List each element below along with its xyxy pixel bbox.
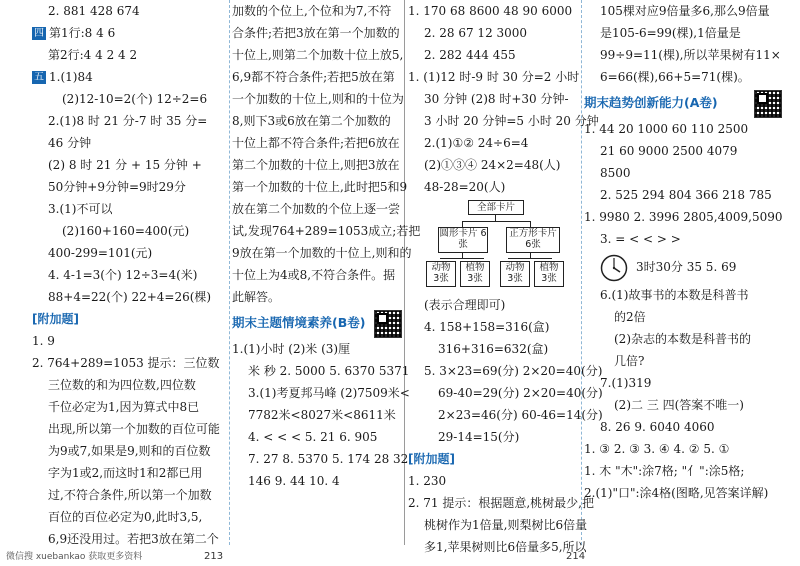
answer-line: 2. 71 提示：根据题意,桃树最少,把 (408, 496, 594, 510)
answer-line: 第2行:4 4 2 4 2 (48, 48, 138, 62)
answer-line: 2.(1)"口":涂4格(图略,见答案详解) (584, 486, 769, 500)
answer-line: 2×23=46(分) 60-46=14(分) (438, 408, 603, 422)
answer-line: 为9或7,如果是9,则和的百位数 (48, 444, 211, 458)
answer-line: (2) 8 时 21 分 + 15 分钟 + (48, 158, 202, 172)
column-4 (584, 0, 782, 550)
appendix-heading: [附加题] (408, 452, 455, 466)
tree-leaf-node: 植物 3张 (460, 261, 490, 287)
answer-line: 6,9还没用过。若把3放在第二个 (48, 532, 219, 546)
answer-line: (2)160+160=400(元) (62, 224, 190, 238)
answer-line: 2. 764+289=1053 提示：三位数 (32, 356, 220, 370)
answer-line: 1. (1)12 时-9 时 30 分=2 小时 (408, 70, 580, 84)
answer-line: 400-299=101(元) (48, 246, 153, 260)
footer-watermark: 微信搜 xuebankao 获取更多资料 (6, 552, 143, 562)
answer-line: 3. = < < > > (600, 232, 681, 246)
answer-line: 此解答。 (232, 290, 281, 304)
answer-line: 4. < < < 5. 21 6. 905 (248, 430, 378, 444)
answer-line: (2)二 三 四(答案不唯一) (614, 398, 744, 412)
answer-line: 十位上为4或8,不符合条件。据 (232, 268, 396, 282)
answer-line: 7.(1)319 (600, 376, 652, 390)
answer-line: 字为1或2,而这时1和2都已用 (48, 466, 203, 480)
column-3 (408, 0, 603, 554)
appendix-heading: [附加题] (32, 312, 79, 326)
section-title-text: 期末主题情境素养(B卷) (232, 315, 366, 330)
answer-line: 6=66(棵),66+5=71(棵)。 (600, 70, 750, 84)
answer-line: (2)12-10=2(个) 12÷2=6 (62, 92, 208, 106)
answer-line: 2.(1)①② 24÷6=4 (424, 136, 529, 150)
answer-line: 2. 28 67 12 3000 (424, 26, 528, 40)
answer-line: 3.(1)考夏邦马峰 (2)7509米< (248, 386, 410, 400)
answer-line: 几倍? (614, 354, 645, 368)
column-1 (32, 0, 228, 550)
answer-line: 合条件;若把3放在第一个加数的 (232, 26, 400, 40)
answer-line: 69-40=29(分) 2×20=40(分) (438, 386, 603, 400)
tree-leaf-node: 动物 3张 (426, 261, 456, 287)
column-2 (232, 0, 421, 550)
tree-connector (440, 258, 484, 259)
answer-line: 7. 27 8. 5370 5. 174 28 32 (248, 452, 409, 466)
page-number-left: 213 (204, 551, 224, 562)
answer-line: 2. 881 428 674 (48, 4, 140, 18)
answer-line: 1. 44 20 1000 60 110 2500 (584, 122, 749, 136)
page-number-right: 214 (566, 551, 586, 562)
card-classification-tree (420, 198, 580, 294)
answer-line: 十位上都不符合条件;若把6放在 (232, 136, 400, 150)
answer-line: 1. 木 "木":涂7格; "亻":涂5格; (584, 464, 745, 478)
answer-line: 加数的个位上,个位和为7,不符 (232, 4, 392, 18)
answer-line: 2.(1)8 时 21 分-7 时 35 分= (48, 114, 208, 128)
answer-line: 试,发现764+289=1053成立;若把 (232, 224, 421, 238)
answer-line: 是105-6=99(棵),1倍量是 (600, 26, 741, 40)
answer-line: 6,9都不符合条件;若把5放在第 (232, 70, 395, 84)
section-tag: 四 (34, 28, 44, 39)
answer-line: (2)杂志的本数是科普书的 (614, 332, 751, 346)
answer-line: 105棵对应9倍量多6,那么9倍量 (600, 4, 770, 18)
answer-line: 第二个加数的十位上,则把3放在 (232, 158, 400, 172)
section-title-text: 期末趋势创新能力(A卷) (584, 95, 718, 110)
answer-line: 过,不符合条件,所以第一个加数 (48, 488, 212, 502)
answer-line: 8500 (600, 166, 631, 180)
answer-line: 88+4=22(个) 22+4=26(棵) (48, 290, 212, 304)
answer-line: 多1,苹果树则比6倍量多5,所以 (424, 540, 587, 554)
answer-line: 出现,所以第一个加数的百位可能 (48, 422, 220, 436)
answer-line: 1.(1)小时 (2)米 (3)厘 (232, 342, 351, 356)
tree-mid-node: 正方形卡片 6张 (506, 227, 560, 253)
tree-mid-node: 圆形卡片 6张 (438, 227, 488, 253)
answer-line: 21 60 9000 2500 4079 (600, 144, 738, 158)
qr-code-icon (374, 310, 402, 338)
answer-line: 1. 170 68 8600 48 90 6000 (408, 4, 573, 18)
answer-line: 百位的百位必定为0,此时3,5, (48, 510, 203, 524)
answer-line: 146 9. 44 10. 4 (248, 474, 340, 488)
answer-line: 第1行:8 4 6 (49, 26, 116, 40)
answer-line: 放在第二个加数的个位上逐一尝 (232, 202, 401, 216)
section-title (584, 88, 782, 118)
column-divider (229, 0, 230, 545)
answer-line: 3 小时 20 分钟=5 小时 20 分钟 (424, 114, 599, 128)
answer-line: 7782米<8027米<8611米 (248, 408, 396, 422)
answer-line: 三位数的和为四位数,四位数 (48, 378, 196, 392)
answer-line: 米 秒 2. 5000 5. 6370 5371 (248, 364, 410, 378)
answer-line: 1. 9 (32, 334, 55, 348)
tree-leaf-node: 动物 3张 (500, 261, 530, 287)
answer-line: 99÷9=11(棵),所以苹果树有11× (600, 48, 781, 62)
answer-line: 9放在第一个加数的十位上,则和的 (232, 246, 412, 260)
answer-line: 4. 158+158=316(盒) (424, 320, 550, 334)
answer-line: 46 分钟 (48, 136, 92, 150)
answer-line: 48-28=20(人) (424, 180, 506, 194)
answer-line: 桃树作为1倍量,则梨树比6倍量 (424, 518, 588, 532)
answer-line: 1. 9980 2. 3996 2805,4009,5090 (584, 210, 783, 224)
answer-line: 1. ③ 2. ③ 3. ④ 4. ② 5. ① (584, 442, 730, 456)
answer-line: 一个加数的十位上,则和的十位为 (232, 92, 404, 106)
answer-line: 29-14=15(分) (438, 430, 520, 444)
answer-line: 50分钟+9分钟=9时29分 (48, 180, 186, 194)
tree-connector (495, 214, 496, 221)
answer-line: 8. 26 9. 6040 4060 (600, 420, 715, 434)
answer-note: (表示合理即可) (424, 298, 506, 312)
tree-connector (462, 221, 530, 222)
answer-line: 30 分钟 (2)8 时+30 分钟- (424, 92, 569, 106)
qr-code-icon (754, 90, 782, 118)
answer-line: 千位必定为1,因为算式中8已 (48, 400, 200, 414)
tree-connector (508, 258, 552, 259)
answer-line: 第一个加数的十位上,此时把5和9 (232, 180, 408, 194)
clock-answer-row (584, 250, 782, 284)
answer-line: 3.(1)不可以 (48, 202, 113, 216)
column-divider (581, 0, 582, 545)
clock-icon (600, 254, 628, 282)
section-title (232, 308, 402, 338)
answer-line: 2. 282 444 455 (424, 48, 516, 62)
answer-line: 的2倍 (614, 310, 646, 324)
tree-root-node: 全部卡片 (468, 200, 524, 215)
tree-leaf-node: 植物 3张 (534, 261, 564, 287)
answer-line: 6.(1)故事书的本数是科普书 (600, 288, 749, 302)
answer-line: 316+316=632(盒) (438, 342, 549, 356)
answer-line: 3时30分 35 5. 69 (636, 260, 737, 274)
answer-line: 1. 230 (408, 474, 447, 488)
answer-line: 十位上,则第二个加数十位上放5, (232, 48, 404, 62)
answer-line: (2)①③④ 24×2=48(人) (424, 158, 561, 172)
answer-line: 2. 525 294 804 366 218 785 (600, 188, 772, 202)
section-tag: 五 (34, 72, 44, 83)
answer-line: 8,则下3或6放在第二个加数的 (232, 114, 391, 128)
answer-line: 1.(1)84 (49, 70, 93, 84)
answer-line: 5. 3×23=69(分) 2×20=40(分) (424, 364, 603, 378)
answer-line: 4. 4-1=3(个) 12÷3=4(米) (48, 268, 198, 282)
